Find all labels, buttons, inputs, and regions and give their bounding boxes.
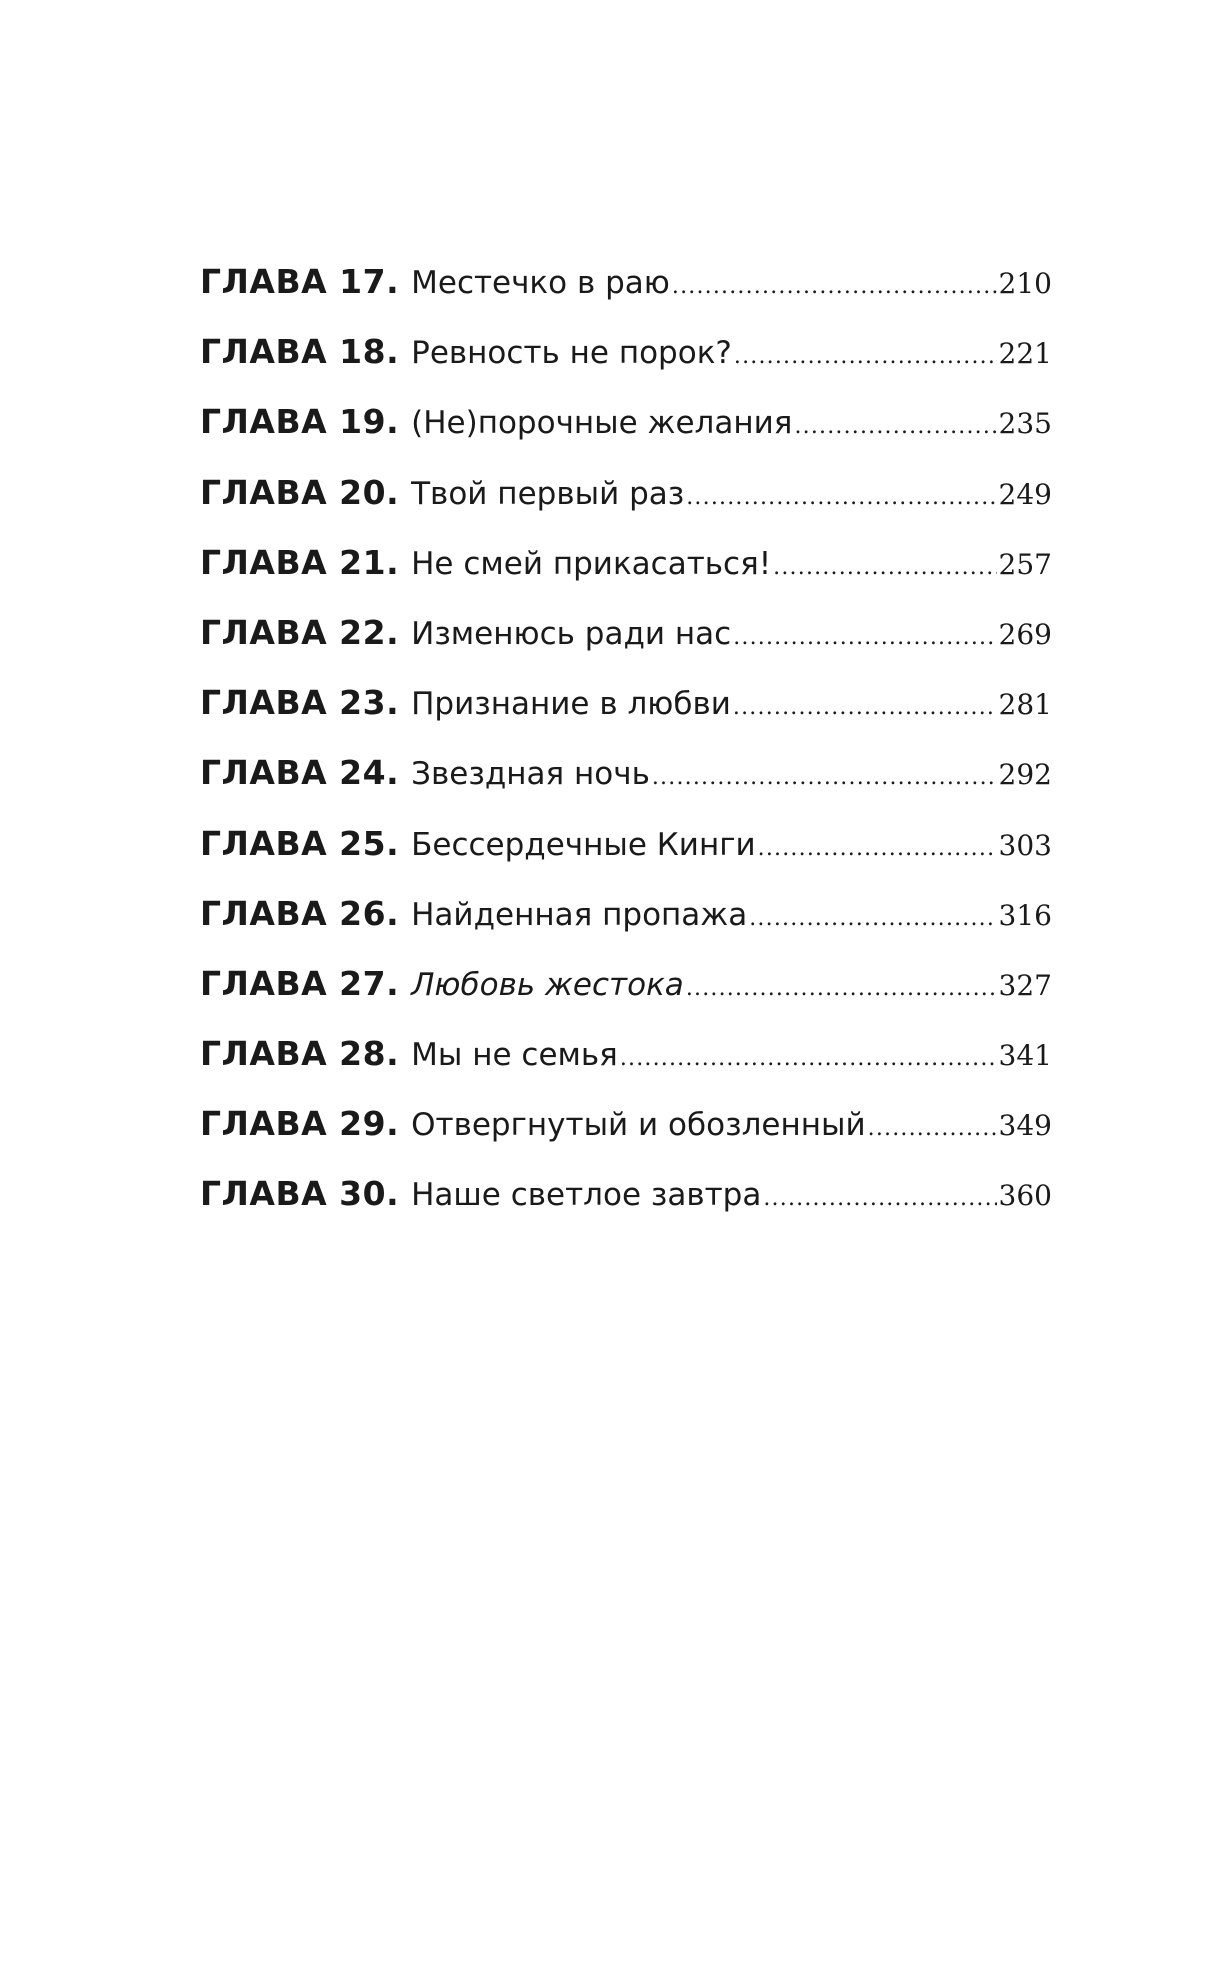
dot-leader bbox=[686, 976, 997, 1001]
toc-entry-27 bbox=[200, 964, 1052, 1034]
toc-entry-30 bbox=[200, 1174, 1052, 1244]
dot-leader bbox=[652, 765, 997, 790]
toc-entry-19 bbox=[200, 402, 1052, 472]
dot-leader bbox=[868, 1116, 997, 1141]
chapter-label: ГЛАВА 23. bbox=[200, 683, 400, 723]
page-number: 349 bbox=[998, 1109, 1052, 1143]
chapter-title: Бессердечные Кинги bbox=[411, 826, 756, 863]
page-number: 269 bbox=[998, 617, 1052, 651]
chapter-title: Твой первый раз bbox=[411, 475, 685, 512]
chapter-title: Ревность не порок? bbox=[411, 335, 732, 372]
chapter-label: ГЛАВА 19. bbox=[200, 402, 400, 442]
chapter-label: ГЛАВА 20. bbox=[200, 472, 400, 512]
toc-entry-23 bbox=[200, 683, 1052, 753]
dot-leader bbox=[733, 695, 997, 720]
page-number: 292 bbox=[998, 758, 1052, 792]
chapter-title: Найденная пропажа bbox=[411, 896, 748, 933]
dot-leader bbox=[672, 274, 997, 299]
chapter-title: Местечко в раю bbox=[411, 265, 670, 301]
chapter-title: Любовь жестока bbox=[411, 966, 684, 1003]
chapter-label: ГЛАВА 27. bbox=[200, 963, 400, 1003]
chapter-title: Звездная ночь bbox=[411, 756, 650, 793]
dot-leader bbox=[620, 1046, 997, 1071]
toc-entry-25 bbox=[200, 824, 1052, 894]
page-number: 235 bbox=[998, 407, 1052, 441]
chapter-title: Признание в любви bbox=[411, 686, 731, 723]
toc-entry-18 bbox=[200, 332, 1052, 402]
page-number: 249 bbox=[998, 477, 1052, 511]
page-number: 327 bbox=[998, 968, 1052, 1002]
chapter-title: Не смей прикасаться! bbox=[411, 545, 772, 582]
toc-entry-22 bbox=[200, 613, 1052, 683]
page-number: 341 bbox=[998, 1039, 1052, 1073]
chapter-title: Наше светлое завтра bbox=[411, 1177, 762, 1214]
toc-entry-20 bbox=[200, 473, 1052, 543]
dot-leader bbox=[734, 344, 997, 369]
page-number: 360 bbox=[998, 1179, 1052, 1213]
chapter-label: ГЛАВА 29. bbox=[200, 1104, 400, 1144]
toc-entry-17 bbox=[200, 262, 1052, 332]
chapter-title: Отвергнутый и обозленный bbox=[411, 1107, 866, 1144]
chapter-label: ГЛАВА 21. bbox=[200, 542, 400, 582]
dot-leader bbox=[773, 555, 996, 580]
toc-entry-29 bbox=[200, 1104, 1052, 1174]
chapter-title: (Не)порочные желания bbox=[411, 405, 793, 442]
chapter-label: ГЛАВА 26. bbox=[200, 893, 400, 933]
chapter-label: ГЛАВА 17. bbox=[200, 262, 400, 301]
chapter-label: ГЛАВА 18. bbox=[200, 332, 400, 372]
page-number: 221 bbox=[998, 337, 1052, 371]
chapter-title: Мы не семья bbox=[411, 1037, 618, 1074]
page-number: 210 bbox=[998, 267, 1052, 300]
dot-leader bbox=[758, 836, 997, 861]
dot-leader bbox=[686, 485, 996, 510]
toc-entry-21 bbox=[200, 543, 1052, 613]
chapter-label: ГЛАВА 22. bbox=[200, 612, 400, 652]
dot-leader bbox=[733, 625, 996, 650]
toc-entry-28 bbox=[200, 1034, 1052, 1104]
page-number: 303 bbox=[998, 828, 1052, 862]
dot-leader bbox=[794, 414, 996, 439]
chapter-label: ГЛАВА 25. bbox=[200, 823, 400, 863]
dot-leader bbox=[749, 906, 996, 931]
page-number: 257 bbox=[998, 547, 1052, 581]
toc-entry-24 bbox=[200, 753, 1052, 823]
chapter-label: ГЛАВА 30. bbox=[200, 1174, 400, 1214]
chapter-label: ГЛАВА 24. bbox=[200, 753, 400, 793]
chapter-label: ГЛАВА 28. bbox=[200, 1034, 400, 1074]
page-number: 316 bbox=[998, 898, 1052, 932]
chapter-title: Изменюсь ради нас bbox=[411, 615, 732, 652]
dot-leader bbox=[763, 1186, 996, 1211]
toc-entry-26 bbox=[200, 894, 1052, 964]
page-number: 281 bbox=[998, 688, 1052, 722]
table-of-contents bbox=[200, 262, 1052, 1245]
